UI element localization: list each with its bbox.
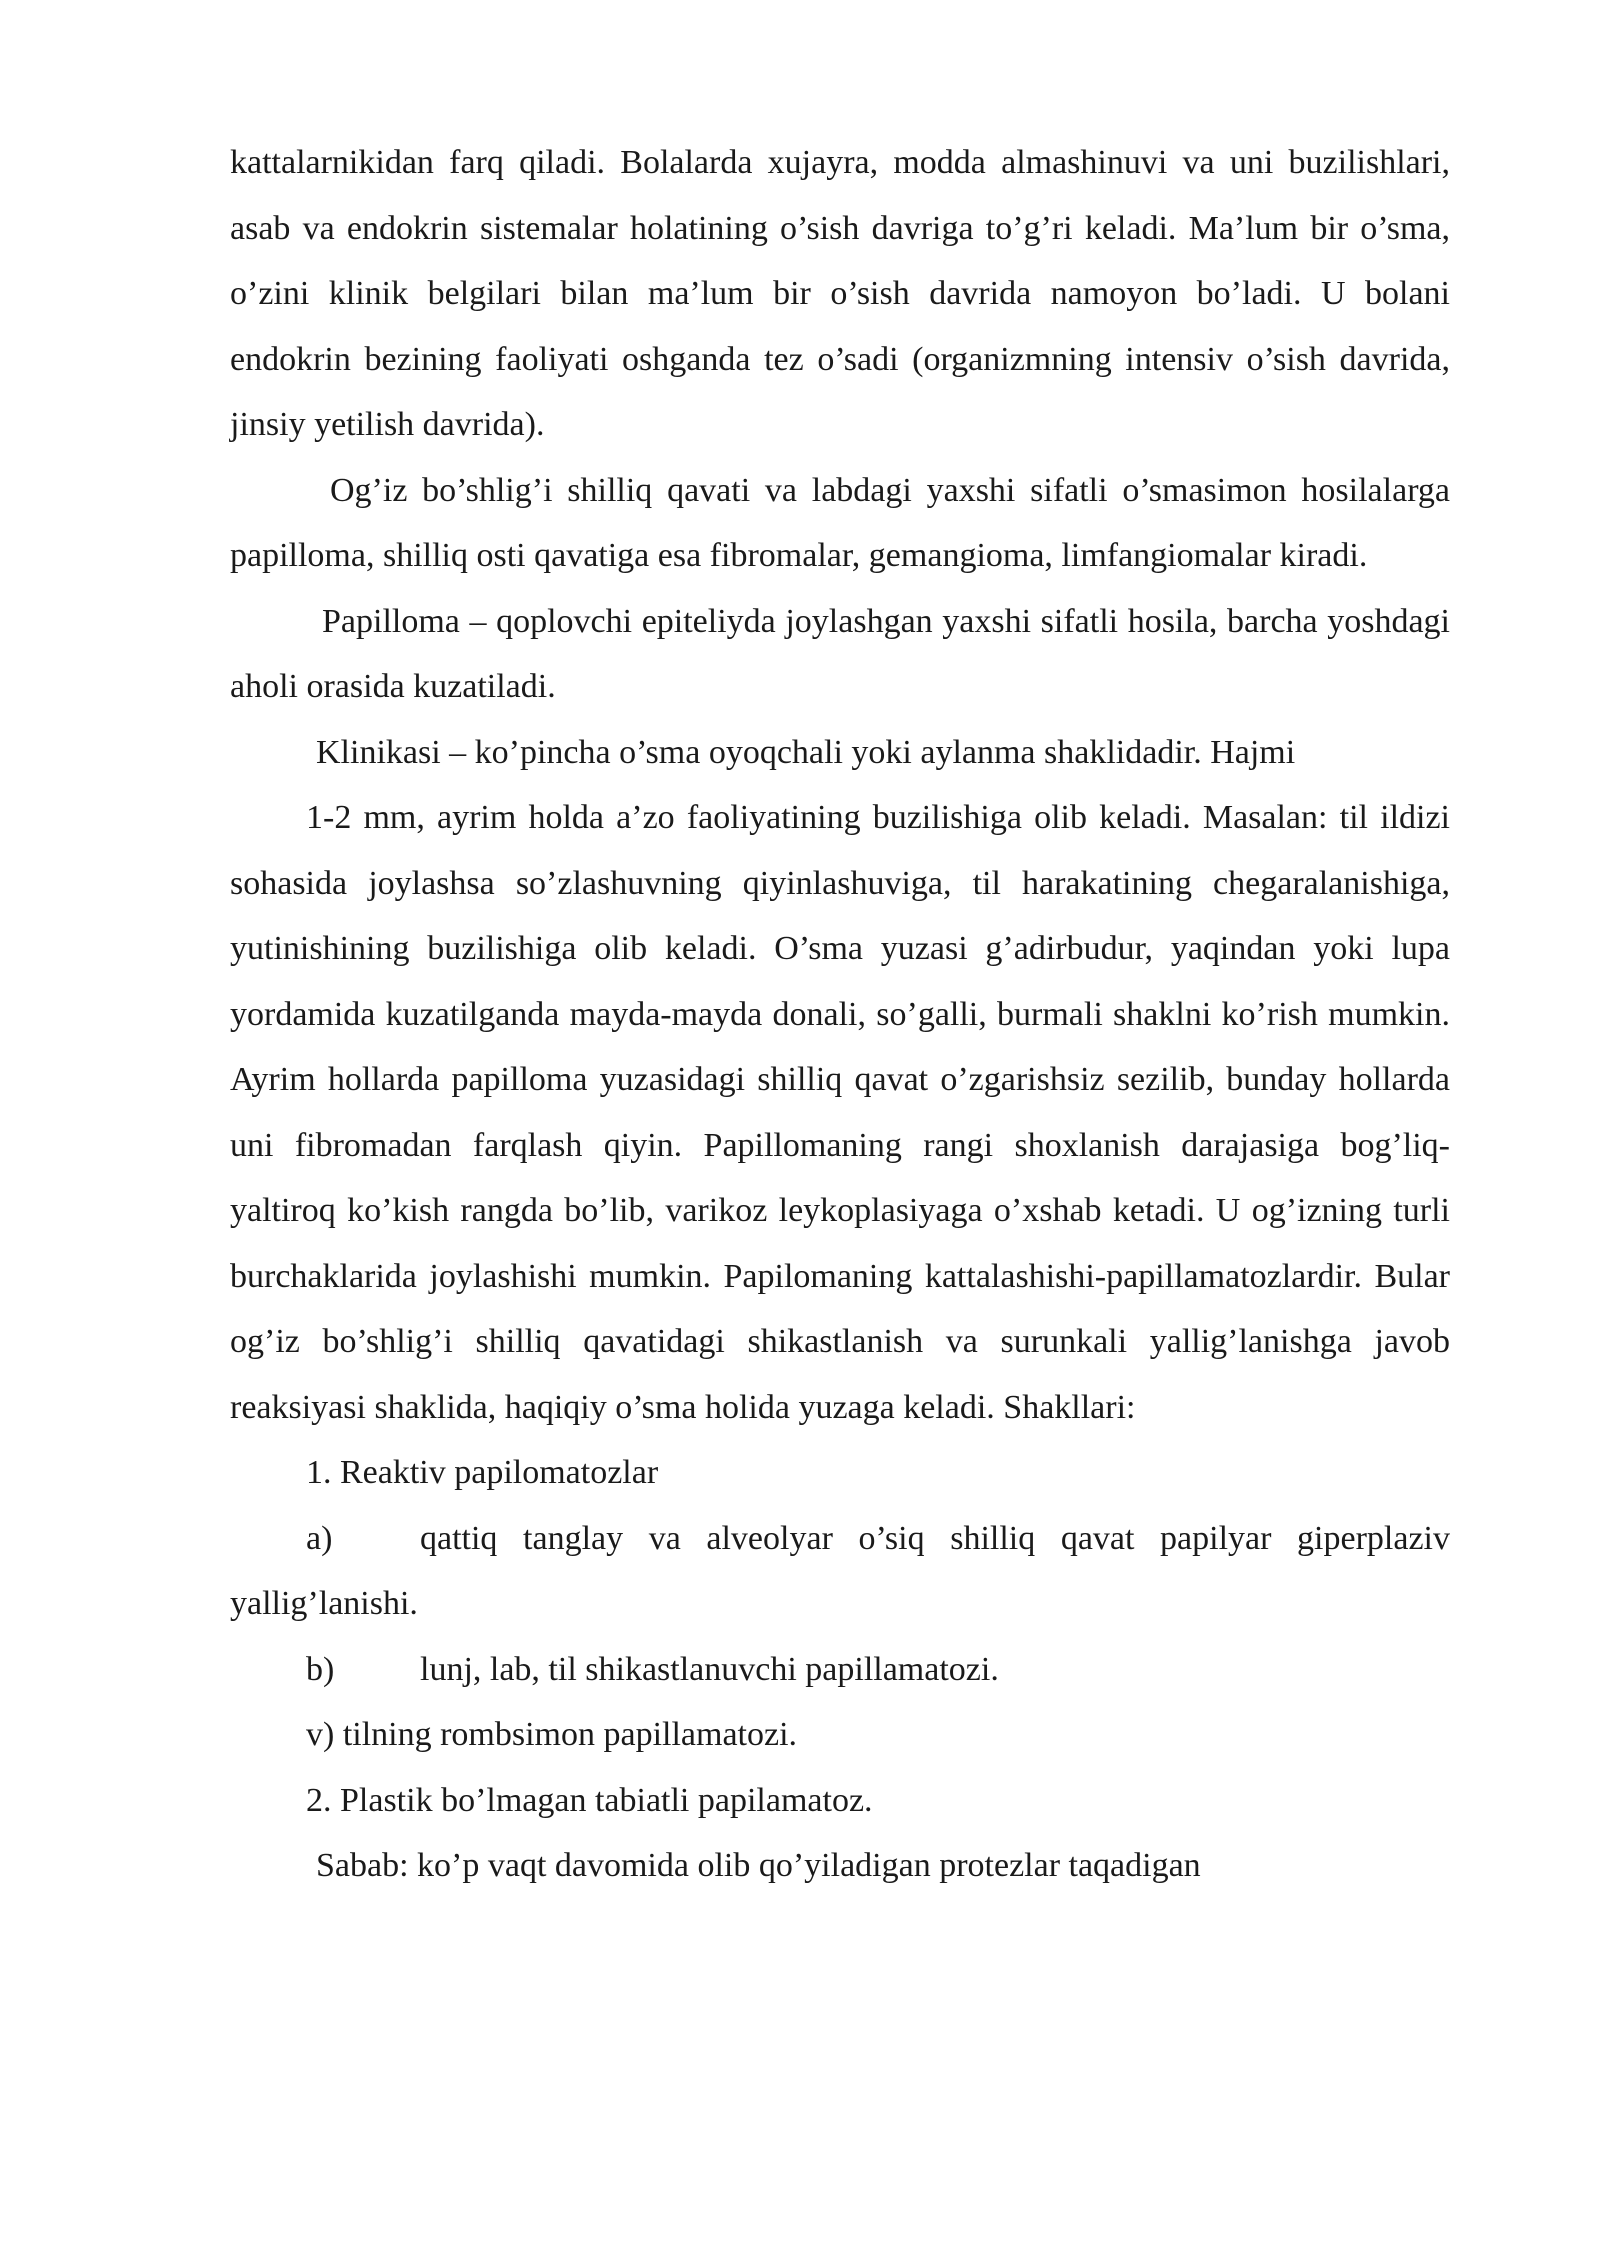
paragraph-papilloma-definition: Papilloma – qoplovchi epiteliyda joylashgan yaxshi sifatli hosila, barcha yoshdagi aholi orasida kuzatiladi. [230,602,1450,705]
list-item-text: qattiq tanglay va alveolyar o’siq shilliq qavat papilyar giperplaziv yallig’lanishi. [230,1519,1450,1622]
paragraph-size-description: 1-2 mm, ayrim holda a’zo faoliyatining buzilishiga olib keladi. Masalan: til ildizi sohasida joylashsa so’zlashuvning qiyinlashuviga, til harakatining chegaralanishiga, yutinishining buzilishiga olib keladi. O’sma yuzasi g’adirbudur, yaqindan yoki lupa yordamida kuzatilganda mayda-mayda donali, so’galli, burmali shaklni ko’rish mumkin. Ayrim hollarda papilloma yuzasidagi shilliq qavat o’zgarishsiz sezilib, bunday hollarda uni fibromadan farqlash qiyin. Papillomaning rangi shoxlanish darajasiga bog’liq-yaltiroq ko’kish rangda bo’lib, varikoz leykoplasiyaga o’xshab ketadi. U og’izning turli burchaklarida joylashishi mumkin. Papilomaning kattalashishi-papillamatozlardir. Bular og’iz bo’shlig’i shilliq qavatidagi shikastlanish va surunkali yallig’lanishga javob reaksiyasi shaklida, haqiqiy o’sma holida yuzaga keladi. Shakllari: [230,799,1450,1426]
paragraph-intro: kattalarnikidan farq qiladi. Bolalarda xujayra, modda almashinuvi va uni buzilishlari, asab va endokrin sistemalar holatining o’sish davriga to’g’ri keladi. Ma’lum bir o’sma, o’zini klinik belgilari bilan ma’lum bir o’sish davrida namoyon bo’ladi. U bolani endokrin bezining faoliyati oshganda tez o’sadi (organizmning intensiv o’sish davrida, jinsiy yetilish davrida). [230,144,1450,443]
list-item-v: v) tilning rombsimon papillamatozi. [306,1716,798,1753]
list-item-marker: a) [306,1519,333,1557]
paragraph-oral-lesions: Og’iz bo’shlig’i shilliq qavati va labdagi yaxshi sifatli o’smasimon hosilalarga papilloma, shilliq osti qavatiga esa fibromalar, gemangioma, limfangiomalar kiradi. [230,471,1450,574]
list-heading-reactive: 1. Reaktiv papilomatozlar [306,1454,659,1491]
list-item [230,1506,1450,1637]
paragraph-cause: Sabab: ko’p vaqt davomida olib qo’yiladigan protezlar taqadigan [316,1847,1201,1884]
list-item-text: lunj, lab, til shikastlanuvchi papillamatozi. [420,1650,999,1688]
document-body [230,130,1450,1899]
list-item-marker: b) [306,1650,335,1688]
list-item [230,1637,1450,1703]
paragraph-clinical-features: Klinikasi – ko’pincha o’sma oyoqchali yoki aylanma shaklidadir. Hajmi [316,733,1296,771]
list-heading-nonplastic: 2. Plastik bo’lmagan tabiatli papilamatoz. [306,1781,873,1819]
